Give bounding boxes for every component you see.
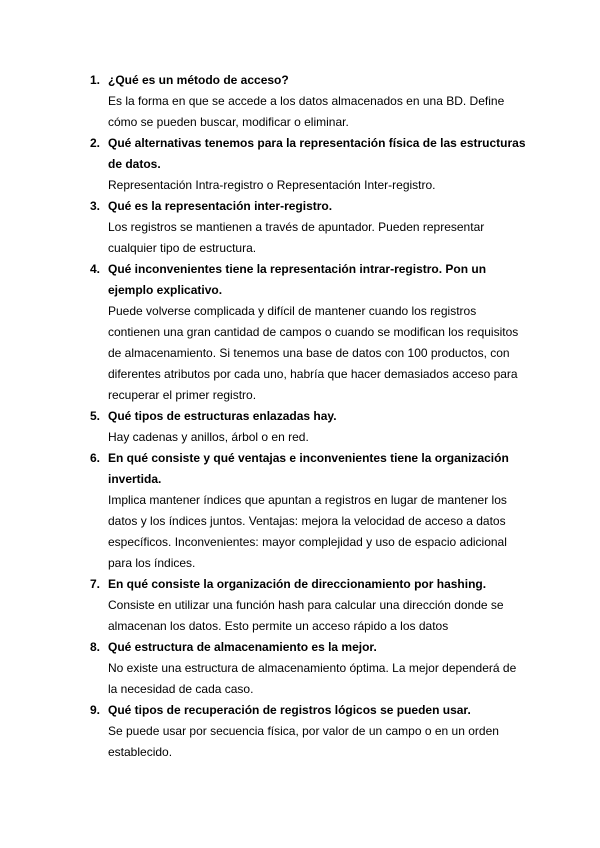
list-item	[90, 70, 526, 133]
item-number: 6.	[90, 451, 101, 465]
answer-text: Consiste en utilizar una función hash para calcular una dirección donde se almacenan los datos. Esto permite un acceso rápido a los datos	[108, 598, 504, 633]
item-number: 5.	[90, 409, 101, 423]
answer-text: Hay cadenas y anillos, árbol o en red.	[108, 430, 309, 444]
list-item	[90, 448, 526, 574]
answer-text: No existe una estructura de almacenamiento óptima. La mejor dependerá de la necesidad de cada caso.	[108, 661, 517, 696]
answer-text: Se puede usar por secuencia física, por valor de un campo o en un orden establecido.	[108, 724, 499, 759]
answer-text: Implica mantener índices que apuntan a registros en lugar de mantener los datos y los índices juntos. Ventajas: mejora la velocidad de acceso a datos específicos. Inconvenientes: mayor complejidad y uso de espacio adicional para los índices.	[108, 493, 507, 570]
question-heading: En qué consiste la organización de direccionamiento por hashing.	[108, 577, 487, 591]
item-number: 7.	[90, 577, 101, 591]
answer-text: Representación Intra-registro o Representación Inter-registro.	[108, 178, 436, 192]
list-item	[90, 259, 526, 406]
item-number: 9.	[90, 703, 101, 717]
list-item	[90, 196, 526, 259]
question-heading: Qué alternativas tenemos para la representación física de las estructuras de datos.	[108, 136, 526, 171]
question-heading: En qué consiste y qué ventajas e inconvenientes tiene la organización invertida.	[108, 451, 509, 486]
answer-text: Es la forma en que se accede a los datos almacenados en una BD. Define cómo se pueden buscar, modificar o eliminar.	[108, 94, 505, 129]
list-item	[90, 637, 526, 700]
item-number: 8.	[90, 640, 101, 654]
question-heading: Qué tipos de recuperación de registros lógicos se pueden usar.	[108, 703, 471, 717]
question-heading: Qué es la representación inter-registro.	[108, 199, 333, 213]
question-heading: ¿Qué es un método de acceso?	[108, 73, 289, 87]
item-number: 4.	[90, 262, 101, 276]
question-list	[90, 70, 526, 763]
question-heading: Qué inconvenientes tiene la representación intrar-registro. Pon un ejemplo explicativo.	[108, 262, 487, 297]
answer-text: Los registros se mantienen a través de apuntador. Pueden representar cualquier tipo de estructura.	[108, 220, 485, 255]
list-item	[90, 574, 526, 637]
item-number: 3.	[90, 199, 101, 213]
answer-text: Puede volverse complicada y difícil de mantener cuando los registros contienen una gran cantidad de campos o cuando se modifican los requisitos de almacenamiento. Si tenemos una base de datos con 100 productos, con diferentes atributos por cada uno, habría que hacer demasiados acceso para recuperar el primer registro.	[108, 304, 519, 402]
item-number: 1.	[90, 73, 101, 87]
list-item	[90, 406, 526, 448]
item-number: 2.	[90, 136, 101, 150]
list-item	[90, 133, 526, 196]
question-heading: Qué estructura de almacenamiento es la mejor.	[108, 640, 377, 654]
list-item	[90, 700, 526, 763]
question-heading: Qué tipos de estructuras enlazadas hay.	[108, 409, 337, 423]
